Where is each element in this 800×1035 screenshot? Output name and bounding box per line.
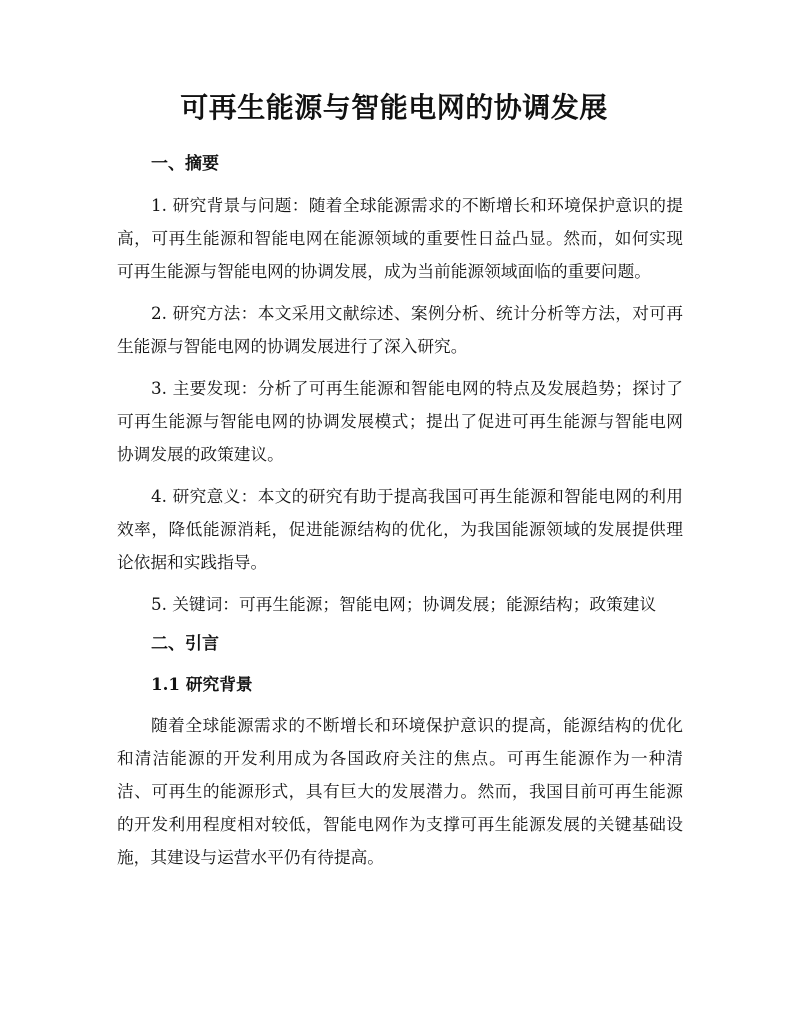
abstract-paragraph-significance: 4. 研究意义：本文的研究有助于提高我国可再生能源和智能电网的利用效率，降低能源消耗，促进能源结构的优化，为我国能源领域的发展提供理论依据和实践指导。: [117, 486, 683, 572]
abstract-paragraph-keywords: 5. 关键词：可再生能源；智能电网；协调发展；能源结构；政策建议: [151, 594, 657, 614]
introduction-paragraph: 随着全球能源需求的不断增长和环境保护意识的提高，能源结构的优化和清洁能源的开发利用成为各国政府关注的焦点。可再生能源作为一种清洁、可再生的能源形式，具有巨大的发展潜力。然而，我国目前可再生能源的开发利用程度相对较低，智能电网作为支撑可再生能源发展的关键基础设施，其建设与运营水平仍有待提高。: [117, 715, 683, 867]
abstract-heading: 一、摘要: [151, 154, 219, 174]
document-page: [117, 88, 683, 883]
introduction-section: [117, 630, 683, 874]
abstract-section: [117, 150, 683, 621]
abstract-paragraph-findings: 3. 主要发现：分析了可再生能源和智能电网的特点及发展趋势；探讨了可再生能源与智能电网的协调发展模式；提出了促进可再生能源与智能电网协调发展的政策建议。: [117, 378, 683, 464]
introduction-heading: 二、引言: [151, 634, 219, 654]
research-background-subheading: 1.1 研究背景: [151, 674, 253, 694]
abstract-paragraph-background: 1. 研究背景与问题：随着全球能源需求的不断增长和环境保护意识的提高，可再生能源和智能电网在能源领域的重要性日益凸显。然而，如何实现可再生能源与智能电网的协调发展，成为当前能源领域面临的重要问题。: [117, 195, 683, 281]
document-title: 可再生能源与智能电网的协调发展: [180, 91, 608, 124]
abstract-paragraph-methods: 2. 研究方法：本文采用文献综述、案例分析、统计分析等方法，对可再生能源与智能电网的协调发展进行了深入研究。: [117, 303, 683, 356]
